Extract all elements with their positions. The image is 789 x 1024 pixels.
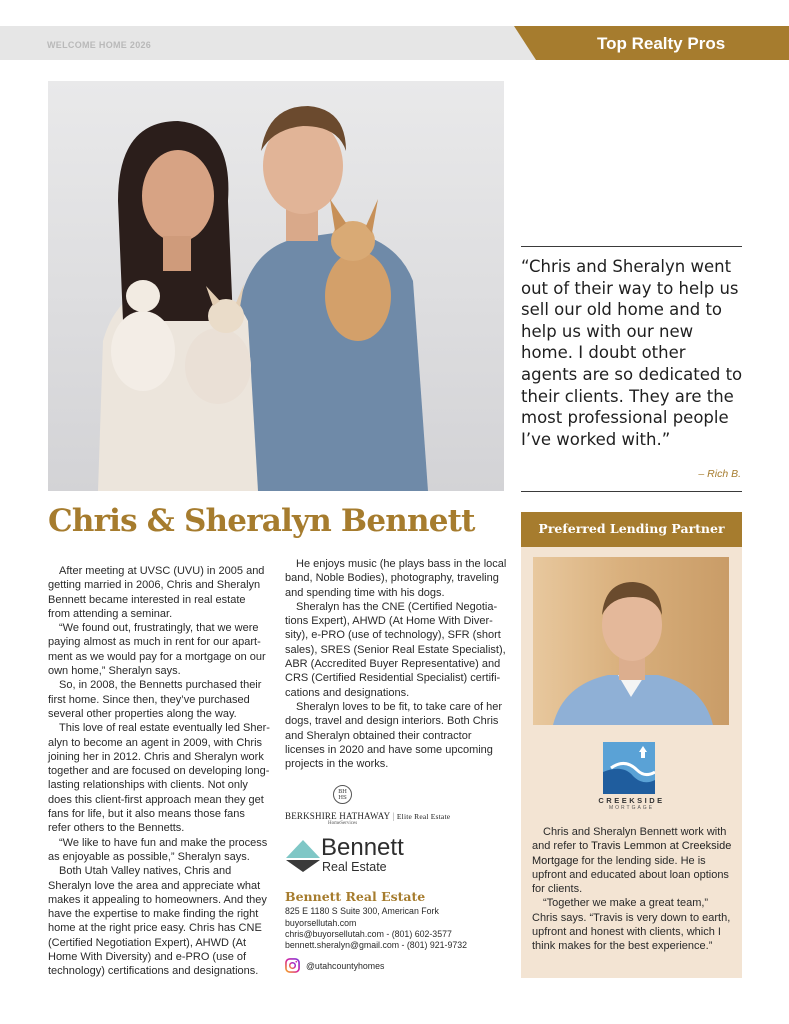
company-name: Bennett Real Estate (285, 889, 426, 904)
article-title: Chris & Sheralyn Bennett (48, 503, 475, 539)
article-column-1 (48, 564, 270, 979)
bhhs-logo-text: BERKSHIRE HATHAWAY | Elite Real Estate (285, 811, 451, 821)
sheralyn-contact[interactable]: bennett.sheralyn@gmail.com - (801) 921-9732 (285, 940, 468, 950)
bhhs-monogram-icon: BH HS (333, 785, 352, 804)
creekside-logo-sub: MORTGAGE (608, 805, 655, 811)
couple-photo (48, 81, 504, 491)
paragraph: He enjoys music (he plays bass in the local band, Noble Bodies), photography, traveling and spending time with his dogs. (285, 558, 507, 599)
quote-rule-bottom (521, 491, 742, 492)
instagram-icon (285, 958, 300, 973)
bennett-logo-word: Bennett (321, 834, 404, 861)
creekside-logo-name: CREEKSIDE (598, 796, 665, 805)
chris-contact[interactable]: chris@buyorsellutah.com - (801) 602-3577 (285, 929, 452, 939)
article-column-2 (285, 557, 507, 771)
travis-photo-illustration (533, 557, 729, 725)
paragraph: “We found out, frustratingly, that we were paying almost as much in rent for our apart-ment as we would pay for a mortgage on our own home,” Sheralyn says. (48, 622, 266, 678)
quote-rule-top (521, 246, 742, 247)
bennett-mountain-icon (286, 840, 320, 872)
header-tab-label: Top Realty Pros (597, 34, 726, 53)
creekside-mortgage-logo-icon (603, 742, 655, 794)
bhhs-logo-subtext: HomeServices (328, 821, 358, 826)
testimonial-quote: “Chris and Sheralyn went out of their way to help us sell our old home and to help us with our new home. I doubt other agents are so dedicated to their clients. They are the most professional people I’ve worked with.” (521, 257, 743, 449)
paragraph: Sheralyn loves to be fit, to take care of her dogs, travel and design interiors. Both Chris and Sheralyn obtained their contractor licenses in 2020 and have some upcoming projects in the works. (285, 700, 503, 771)
paragraph: “Together we make a great team,” Chris says. “Travis is very down to earth, upfront and honest with clients, which I think makes for the best experience.” (532, 897, 731, 953)
paragraph: After meeting at UVSC (UVU) in 2005 and getting married in 2006, Chris and Sheralyn Bennett became interested in real estate from attending a seminar. (48, 565, 265, 620)
couple-photo-illustration (48, 81, 504, 491)
paragraph: Both Utah Valley natives, Chris and Sheralyn love the area and appreciate what makes it appealing to homeowners. And they have the expertise to make finding the right home at the right price easy. Chris has CNE (Certified Negotiation Expert), AHWD (At Home With Diversity) and e-PRO (use of technology) certifications and designations. (48, 865, 267, 978)
paragraph: Chris and Sheralyn Bennett work with and refer to Travis Lemmon at Creekside Mortgage for the lending side. He is upfront and educated about loan options for clients. (532, 826, 732, 896)
partner-highlight: Travis Lemmon at Creekside Mortgage (532, 840, 732, 867)
paragraph: “We like to have fun and make the process as enjoyable as possible,” Sheralyn says. (48, 836, 268, 863)
company-address: 825 E 1180 S Suite 300, American Fork (285, 906, 439, 916)
header-section-label: WELCOME HOME 2026 (47, 40, 152, 50)
instagram-handle[interactable]: @utahcountyhomes (306, 961, 385, 971)
bennett-logo-sub: Real Estate (322, 860, 387, 874)
testimonial-author: – Rich B. (698, 468, 741, 480)
travis-photo (533, 557, 729, 725)
paragraph: Sheralyn has the CNE (Certified Negotia-tions Expert), AHWD (At Home With Diver-sity), e-PRO (use of technology), SFR (short sales), SRES (Senior Real Estate Specialist), ABR (Accredited Buyer Representative) and CRS (Certified Residential Specialist) certifi-cations and designations. (285, 600, 506, 699)
company-website[interactable]: buyorsellutah.com (285, 918, 357, 928)
lending-partner-heading: Preferred Lending Partner (538, 521, 725, 536)
paragraph: This love of real estate eventually led Sher-alyn to become an agent in 2009, with Chris joining her in 2012. Chris and Sheralyn work together and are focused on developing long-lasting relationships with clients. Not only does this client-first approach mean they get fans for life, but it also means those fans refer others to the Bennetts. (48, 722, 270, 835)
lending-partner-text (532, 825, 732, 954)
paragraph: So, in 2008, the Bennetts purchased their first home. Since then, they’ve purchased several other properties along the way. (48, 679, 262, 720)
